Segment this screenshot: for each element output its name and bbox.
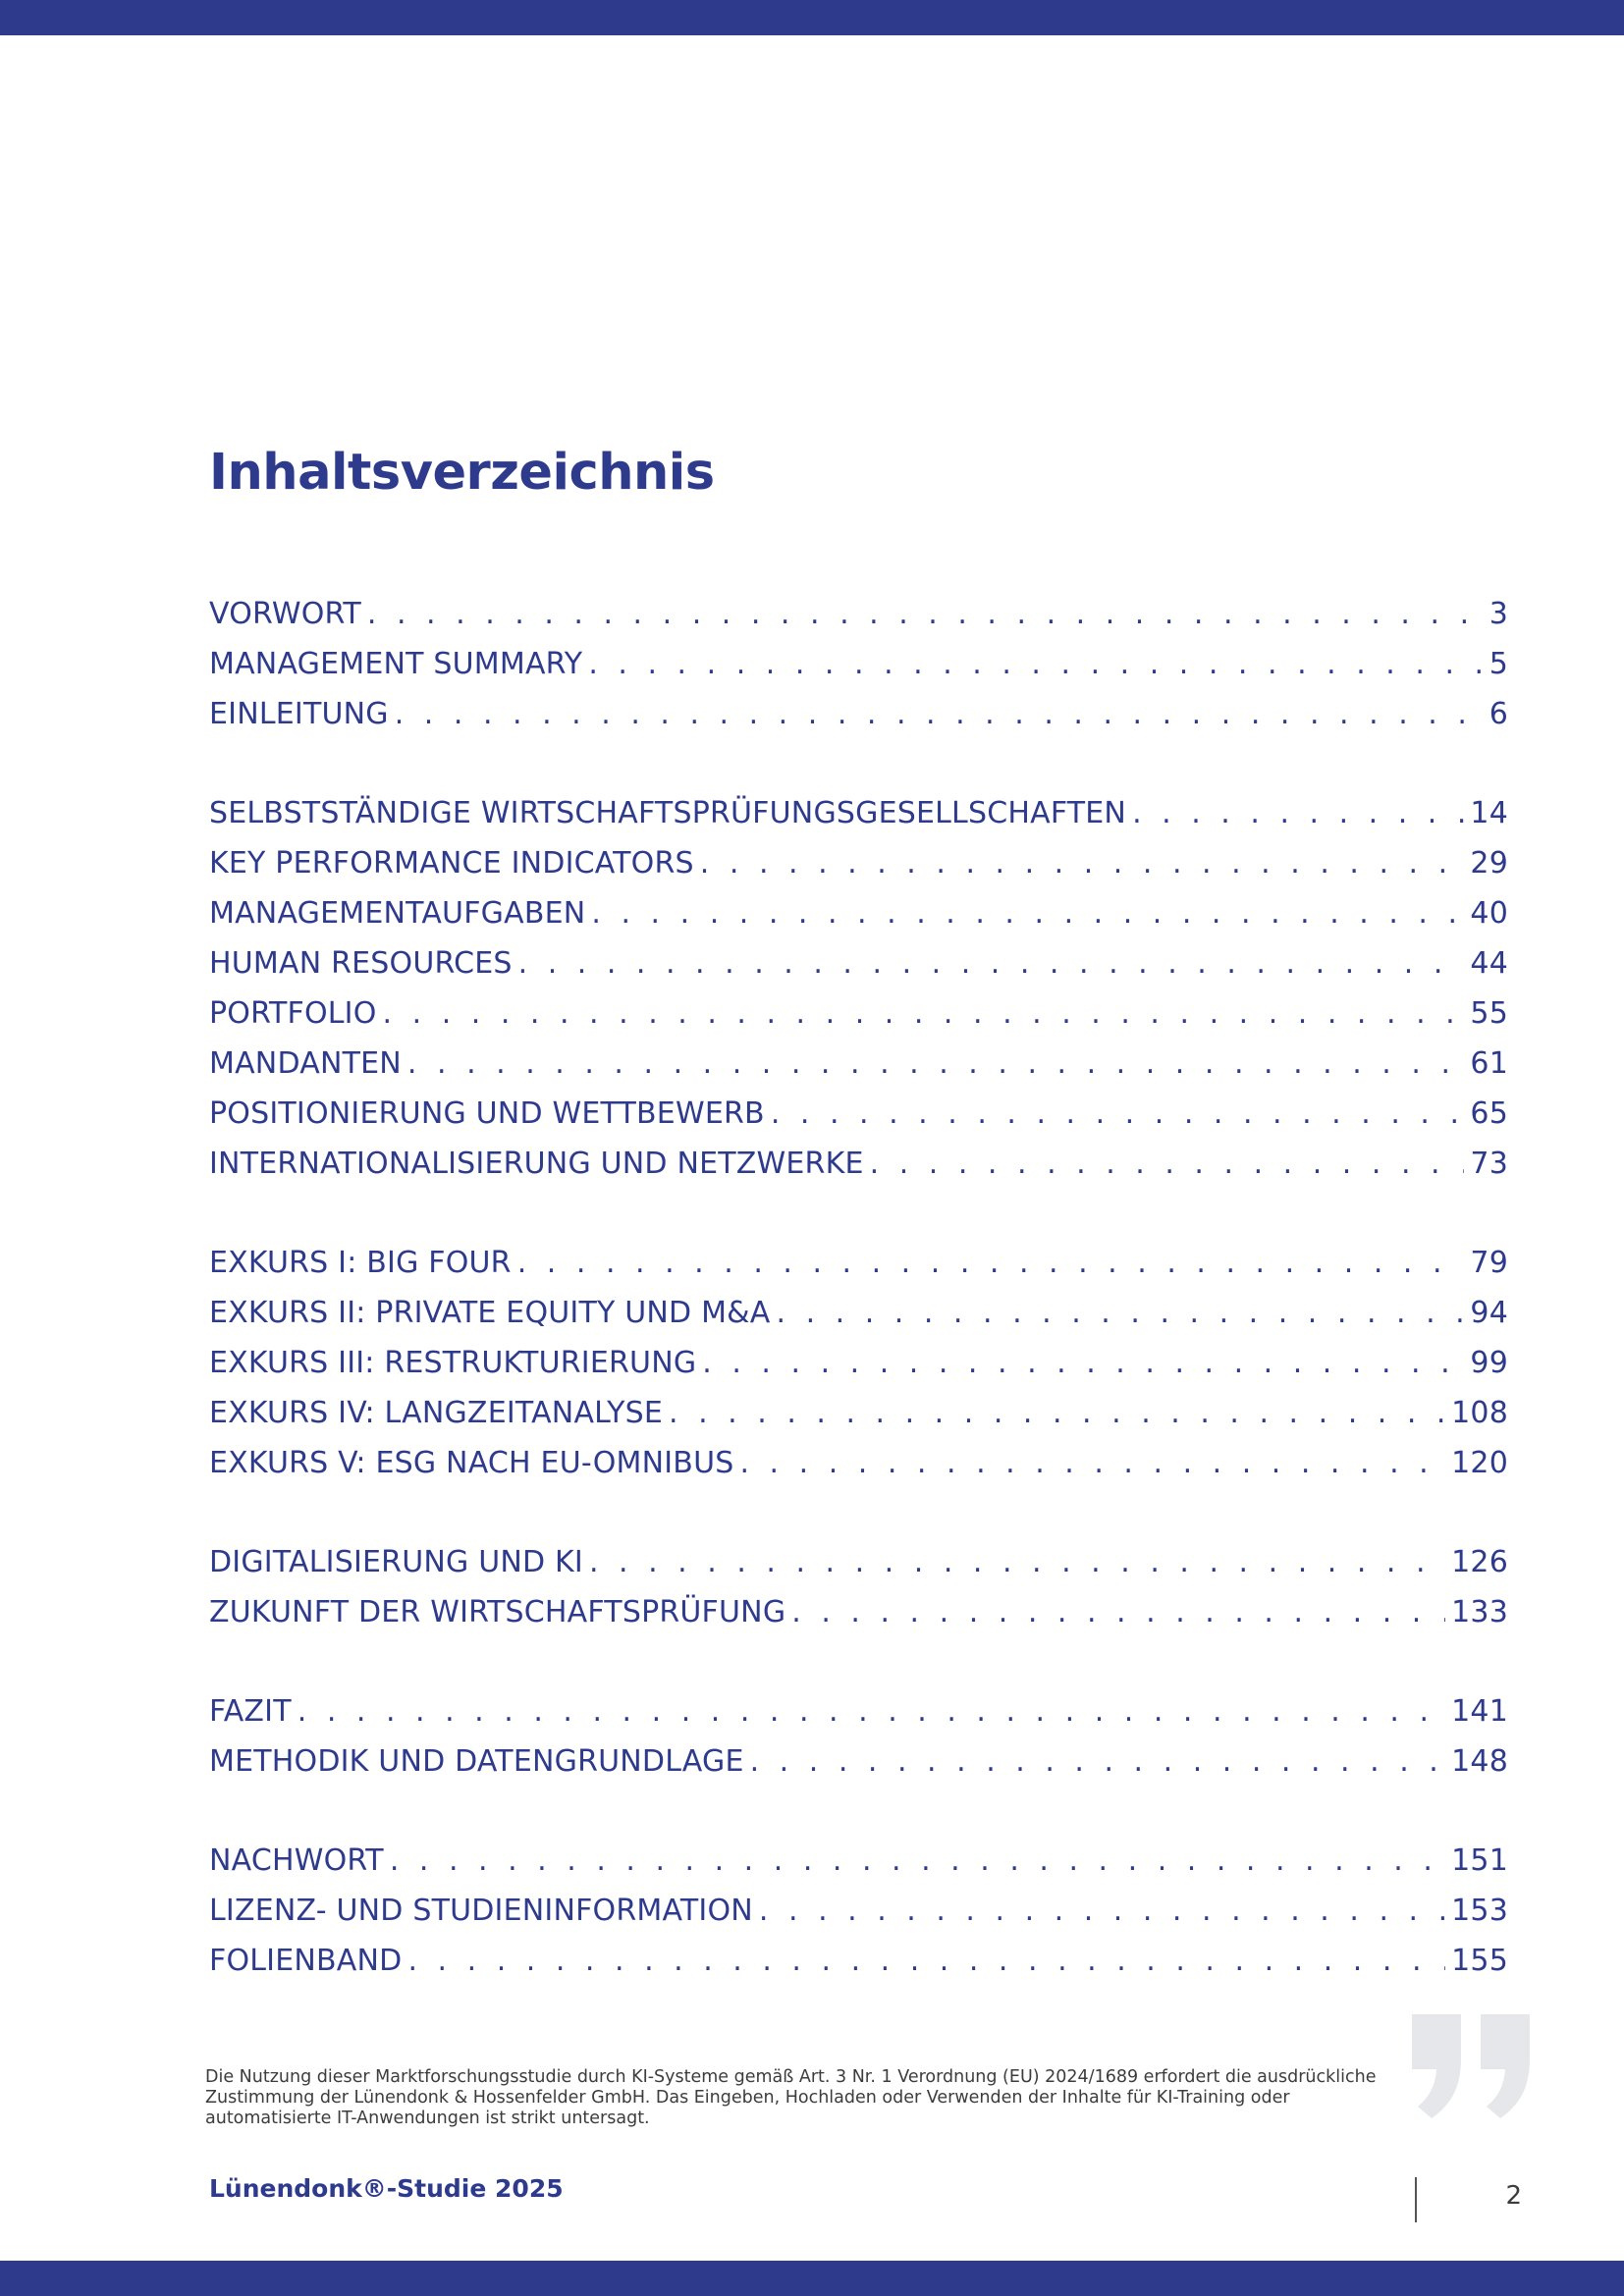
toc-entry-page: 94 (1470, 1296, 1508, 1330)
toc-entry-page: 3 (1489, 597, 1508, 631)
toc-dot-leader (588, 639, 1483, 689)
toc-entry[interactable] (209, 1039, 1508, 1089)
table-of-contents (209, 589, 1508, 2035)
toc-entry[interactable] (209, 1438, 1508, 1488)
toc-entry-page: 151 (1451, 1843, 1508, 1878)
toc-dot-leader (669, 1388, 1445, 1438)
toc-entry-label: EXKURS I: BIG FOUR (209, 1246, 512, 1280)
toc-entry-page: 99 (1470, 1346, 1508, 1380)
toc-entry-page: 153 (1451, 1894, 1508, 1928)
toc-entry-label: INTERNATIONALISIERUNG UND NETZWERKE (209, 1147, 864, 1181)
toc-entry-page: 29 (1470, 846, 1508, 881)
toc-dot-leader (1132, 788, 1464, 838)
study-title: Lünendonk®-Studie 2025 (209, 2174, 564, 2203)
toc-dot-leader (589, 1537, 1445, 1587)
top-brand-band (0, 0, 1624, 35)
toc-entry[interactable] (209, 1089, 1508, 1139)
toc-entry[interactable] (209, 788, 1508, 838)
toc-entry-label: PORTFOLIO (209, 996, 377, 1031)
toc-dot-leader (591, 888, 1464, 938)
toc-entry[interactable] (209, 639, 1508, 689)
toc-dot-leader (298, 1686, 1445, 1736)
toc-dot-leader (702, 1338, 1464, 1388)
toc-entry-label: FOLIENBAND (209, 1944, 403, 1978)
toc-entry-page: 120 (1451, 1446, 1508, 1480)
toc-entry-page: 79 (1470, 1246, 1508, 1280)
toc-entry-page: 126 (1451, 1545, 1508, 1579)
toc-dot-leader (390, 1836, 1445, 1886)
toc-entry-label: HUMAN RESOURCES (209, 946, 513, 981)
toc-dot-leader (367, 589, 1484, 639)
toc-entry[interactable] (209, 1686, 1508, 1736)
toc-dot-leader (407, 1039, 1465, 1089)
toc-dot-leader (759, 1886, 1445, 1936)
toc-entry-page: 133 (1451, 1595, 1508, 1629)
page-title: Inhaltsverzeichnis (209, 444, 715, 503)
toc-entry[interactable] (209, 1288, 1508, 1338)
toc-entry-page: 148 (1451, 1744, 1508, 1779)
toc-dot-leader (750, 1736, 1446, 1787)
toc-entry[interactable] (209, 1537, 1508, 1587)
toc-entry[interactable] (209, 938, 1508, 988)
toc-entry-page: 155 (1451, 1944, 1508, 1978)
toc-entry[interactable] (209, 1587, 1508, 1637)
toc-dot-leader (383, 988, 1465, 1039)
toc-dot-leader (791, 1587, 1445, 1637)
toc-entry[interactable] (209, 1388, 1508, 1438)
toc-entry-label: DIGITALISIERUNG UND KI (209, 1545, 583, 1579)
toc-entry[interactable] (209, 589, 1508, 639)
toc-entry-label: METHODIK UND DATENGRUNDLAGE (209, 1744, 744, 1779)
toc-entry-page: 141 (1451, 1694, 1508, 1729)
toc-dot-leader (517, 1238, 1465, 1288)
toc-dot-leader (771, 1089, 1465, 1139)
toc-group (209, 589, 1508, 739)
toc-entry-label: MANAGEMENTAUFGABEN (209, 896, 586, 931)
page-number: 2 (1505, 2181, 1522, 2211)
closing-quote-icon (1404, 2002, 1542, 2140)
toc-entry-label: POSITIONIERUNG UND WETTBEWERB (209, 1096, 765, 1131)
toc-entry[interactable] (209, 838, 1508, 888)
toc-entry-label: KEY PERFORMANCE INDICATORS (209, 846, 694, 881)
toc-group (209, 1537, 1508, 1637)
bottom-brand-band (0, 2261, 1624, 2296)
toc-entry-label: ZUKUNFT DER WIRTSCHAFTSPRÜFUNG (209, 1595, 786, 1629)
toc-entry[interactable] (209, 988, 1508, 1039)
toc-entry-label: LIZENZ- UND STUDIENINFORMATION (209, 1894, 753, 1928)
toc-entry-label: NACHWORT (209, 1843, 384, 1878)
toc-dot-leader (777, 1288, 1465, 1338)
toc-entry-label: MANAGEMENT SUMMARY (209, 647, 583, 681)
toc-entry[interactable] (209, 1886, 1508, 1936)
toc-entry-label: MANDANTEN (209, 1046, 402, 1081)
toc-entry-label: EINLEITUNG (209, 697, 389, 731)
toc-entry-page: 5 (1489, 647, 1508, 681)
toc-entry-label: SELBSTSTÄNDIGE WIRTSCHAFTSPRÜFUNGSGESELLSCHAFTEN (209, 796, 1127, 830)
toc-dot-leader (407, 1936, 1445, 1986)
toc-group (209, 788, 1508, 1189)
toc-entry-label: VORWORT (209, 597, 361, 631)
toc-group (209, 1686, 1508, 1787)
toc-dot-leader (700, 838, 1465, 888)
toc-dot-leader (870, 1139, 1465, 1189)
toc-dot-leader (518, 938, 1465, 988)
toc-group (209, 1836, 1508, 1986)
toc-entry[interactable] (209, 689, 1508, 739)
toc-entry-label: EXKURS II: PRIVATE EQUITY UND M&A (209, 1296, 771, 1330)
toc-entry-page: 40 (1470, 896, 1508, 931)
toc-entry[interactable] (209, 1338, 1508, 1388)
toc-entry[interactable] (209, 1736, 1508, 1787)
toc-entry-page: 65 (1470, 1096, 1508, 1131)
toc-entry-label: FAZIT (209, 1694, 292, 1729)
toc-entry-page: 61 (1470, 1046, 1508, 1081)
toc-entry-label: EXKURS V: ESG NACH EU-OMNIBUS (209, 1446, 734, 1480)
toc-entry-page: 108 (1451, 1396, 1508, 1430)
toc-entry[interactable] (209, 1139, 1508, 1189)
toc-dot-leader (395, 689, 1484, 739)
toc-group (209, 1238, 1508, 1488)
ki-usage-disclaimer: Die Nutzung dieser Marktforschungsstudie durch KI-Systeme gemäß Art. 3 Nr. 1 Verordnung (EU) 2024/1689 erfordert die ausdrückliche Zustimmung der Lünendonk & Hossenfelder GmbH. Das Eingeben, Hochladen oder Verwenden der Inhalte für KI-Training oder automatisierte IT-Anwendungen ist strikt untersagt. (205, 2067, 1377, 2128)
toc-entry-page: 14 (1470, 796, 1508, 830)
toc-dot-leader (739, 1438, 1445, 1488)
toc-entry-label: EXKURS III: RESTRUKTURIERUNG (209, 1346, 697, 1380)
toc-entry-page: 6 (1489, 697, 1508, 731)
toc-entry-page: 44 (1470, 946, 1508, 981)
toc-entry-page: 55 (1470, 996, 1508, 1031)
toc-entry[interactable] (209, 1936, 1508, 1986)
footer-divider (1415, 2177, 1417, 2222)
toc-entry-label: EXKURS IV: LANGZEITANALYSE (209, 1396, 664, 1430)
toc-entry[interactable] (209, 1836, 1508, 1886)
toc-entry[interactable] (209, 1238, 1508, 1288)
toc-entry[interactable] (209, 888, 1508, 938)
toc-entry-page: 73 (1470, 1147, 1508, 1181)
